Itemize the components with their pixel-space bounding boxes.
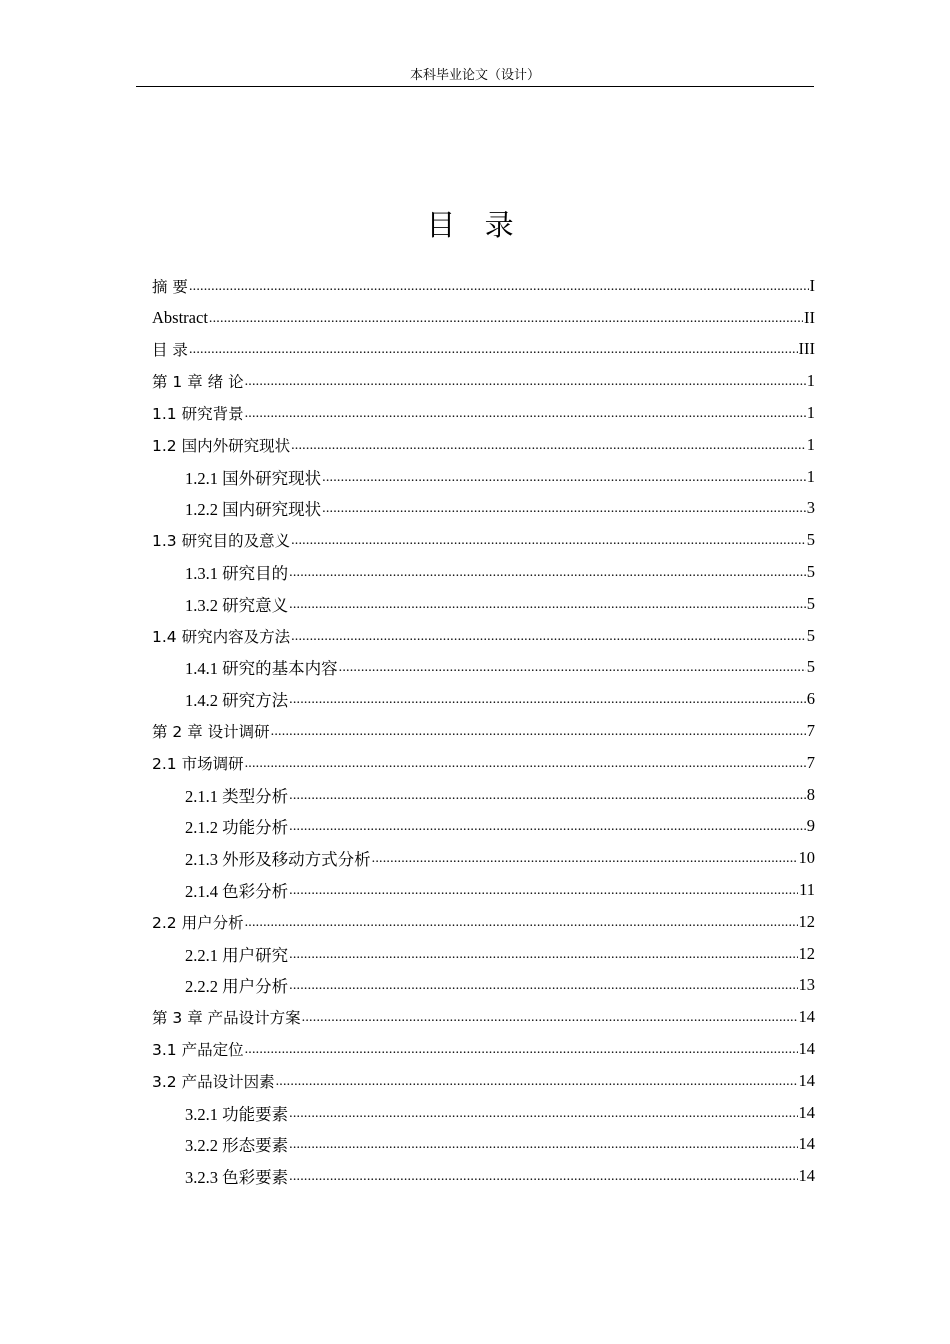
toc-entry-page-number: II [804,307,815,327]
toc-dot-leader [291,532,806,550]
toc-entry-label: 3.1 产品定位 [152,1041,244,1060]
toc-dot-leader [245,373,806,391]
toc-entry[interactable] [152,588,815,620]
toc-entry[interactable] [152,461,815,493]
toc-entry[interactable] [152,1065,815,1097]
toc-entry[interactable] [152,397,815,429]
toc-entry-page-number: 14 [798,1102,815,1122]
toc-entry[interactable] [152,1001,815,1033]
toc-entry-label: 3.2 产品设计因素 [152,1072,275,1091]
toc-dot-leader [302,1009,798,1027]
toc-dot-leader [372,850,798,868]
toc-dot-leader [189,278,809,296]
toc-entry[interactable] [152,493,815,525]
toc-entry-page-number: 1 [806,434,815,454]
toc-entry-label: 目 录 [152,341,188,360]
toc-entry[interactable] [152,874,815,906]
toc-entry[interactable] [152,906,815,938]
toc-entry-page-number: 14 [798,1134,815,1154]
toc-entry-label: 3.2.3 色彩要素 [185,1168,289,1188]
toc-entry-label: Abstract [152,307,208,327]
toc-entry[interactable] [152,938,815,970]
toc-dot-leader [322,500,806,518]
toc-entry[interactable] [152,365,815,397]
toc-entry-page-number: 14 [798,1007,815,1027]
toc-entry-label: 3.2.2 形态要素 [185,1136,289,1156]
toc-entry-label: 2.2.1 用户研究 [185,945,289,965]
toc-entry-label: 1.2.2 国内研究现状 [185,500,322,520]
toc-entry-label: 摘 要 [152,277,188,296]
toc-entry[interactable] [152,811,815,843]
toc-entry-page-number: III [798,339,815,359]
toc-entry-label: 1.3.1 研究目的 [185,564,289,584]
toc-entry-page-number: 1 [806,371,815,391]
toc-dot-leader [289,977,797,995]
toc-entry[interactable] [152,270,815,302]
toc-dot-leader [245,405,806,423]
toc-dot-leader [209,310,803,328]
toc-entry-label: 1.3 研究目的及意义 [152,532,291,551]
toc-entry-page-number: 1 [806,403,815,423]
toc-entry-page-number: 14 [798,1166,815,1186]
toc-entry[interactable] [152,524,815,556]
toc-entry-label: 1.4.2 研究方法 [185,691,289,711]
toc-dot-leader [245,755,806,773]
toc-entry-label: 2.1.2 功能分析 [185,818,289,838]
toc-entry-page-number: 8 [806,784,815,804]
toc-dot-leader [276,1073,798,1091]
toc-dot-leader [291,437,806,455]
toc-entry[interactable] [152,620,815,652]
toc-entry-label: 2.1.3 外形及移动方式分析 [185,850,371,870]
toc-dot-leader [289,1168,797,1186]
toc-entry-page-number: 12 [798,943,815,963]
toc-entry-page-number: I [809,275,815,295]
toc-entry[interactable] [152,429,815,461]
toc-entry-label: 2.1.1 类型分析 [185,786,289,806]
toc-entry[interactable] [152,779,815,811]
toc-entry-page-number: 5 [806,593,815,613]
toc-entry-page-number: 6 [806,689,815,709]
toc-dot-leader [322,469,806,487]
toc-dot-leader [189,341,798,359]
toc-entry-page-number: 13 [798,975,815,995]
toc-entry-page-number: 5 [806,625,815,645]
toc-entry[interactable] [152,715,815,747]
toc-entry[interactable] [152,683,815,715]
toc-dot-leader [289,596,806,614]
toc-dot-leader [289,1136,797,1154]
toc-dot-leader [289,564,806,582]
toc-entry-label: 1.1 研究背景 [152,405,244,424]
toc-entry-label: 1.4 研究内容及方法 [152,627,291,646]
toc-entry-label: 3.2.1 功能要素 [185,1104,289,1124]
toc-entry[interactable] [152,842,815,874]
toc-entry-page-number: 5 [806,530,815,550]
toc-dot-leader [245,1041,798,1059]
page-header [136,66,814,87]
toc-dot-leader [289,787,806,805]
toc-entry-label: 第 1 章 绪 论 [152,373,244,392]
toc-entry[interactable] [152,334,815,366]
toc-dot-leader [289,946,797,964]
toc-entry[interactable] [152,1160,815,1192]
toc-entry-page-number: 11 [799,880,815,900]
toc-entry-label: 1.2 国内外研究现状 [152,436,291,455]
toc-entry-label: 2.2.2 用户分析 [185,977,289,997]
toc-entry-label: 第 3 章 产品设计方案 [152,1009,301,1028]
toc-entry-label: 1.4.1 研究的基本内容 [185,659,338,679]
toc-entry-label: 2.2 用户分析 [152,913,244,932]
toc-entry-page-number: 12 [798,911,815,931]
toc-entry[interactable] [152,1097,815,1129]
toc-entry-page-number: 9 [806,816,815,836]
toc-entry-label: 1.3.2 研究意义 [185,595,289,615]
table-of-contents [152,270,815,1192]
toc-entry[interactable] [152,1129,815,1161]
toc-entry[interactable] [152,302,815,334]
toc-dot-leader [291,628,806,646]
toc-entry[interactable] [152,556,815,588]
toc-entry-page-number: 3 [806,498,815,518]
toc-dot-leader [271,723,806,741]
toc-entry-page-number: 14 [798,1039,815,1059]
toc-entry[interactable] [152,652,815,684]
page-title: 目 录 [426,208,524,242]
toc-entry-label: 1.2.1 国外研究现状 [185,468,322,488]
toc-dot-leader [289,1105,797,1123]
toc-entry-page-number: 10 [798,848,815,868]
toc-dot-leader [289,882,798,900]
toc-dot-leader [245,914,798,932]
toc-entry-page-number: 1 [806,466,815,486]
toc-entry-label: 2.1 市场调研 [152,754,244,773]
header-text: 本科毕业论文（设计） [409,67,540,82]
toc-entry-page-number: 14 [798,1070,815,1090]
toc-entry-page-number: 7 [806,721,815,741]
toc-dot-leader [289,691,806,709]
toc-dot-leader [339,659,806,677]
toc-entry-page-number: 5 [806,657,815,677]
toc-entry[interactable] [152,970,815,1002]
toc-entry[interactable] [152,1033,815,1065]
toc-entry-page-number: 7 [806,752,815,772]
toc-entry-label: 2.1.4 色彩分析 [185,882,289,902]
toc-entry[interactable] [152,747,815,779]
toc-entry-page-number: 5 [806,562,815,582]
toc-dot-leader [289,818,806,836]
toc-entry-label: 第 2 章 设计调研 [152,723,270,742]
